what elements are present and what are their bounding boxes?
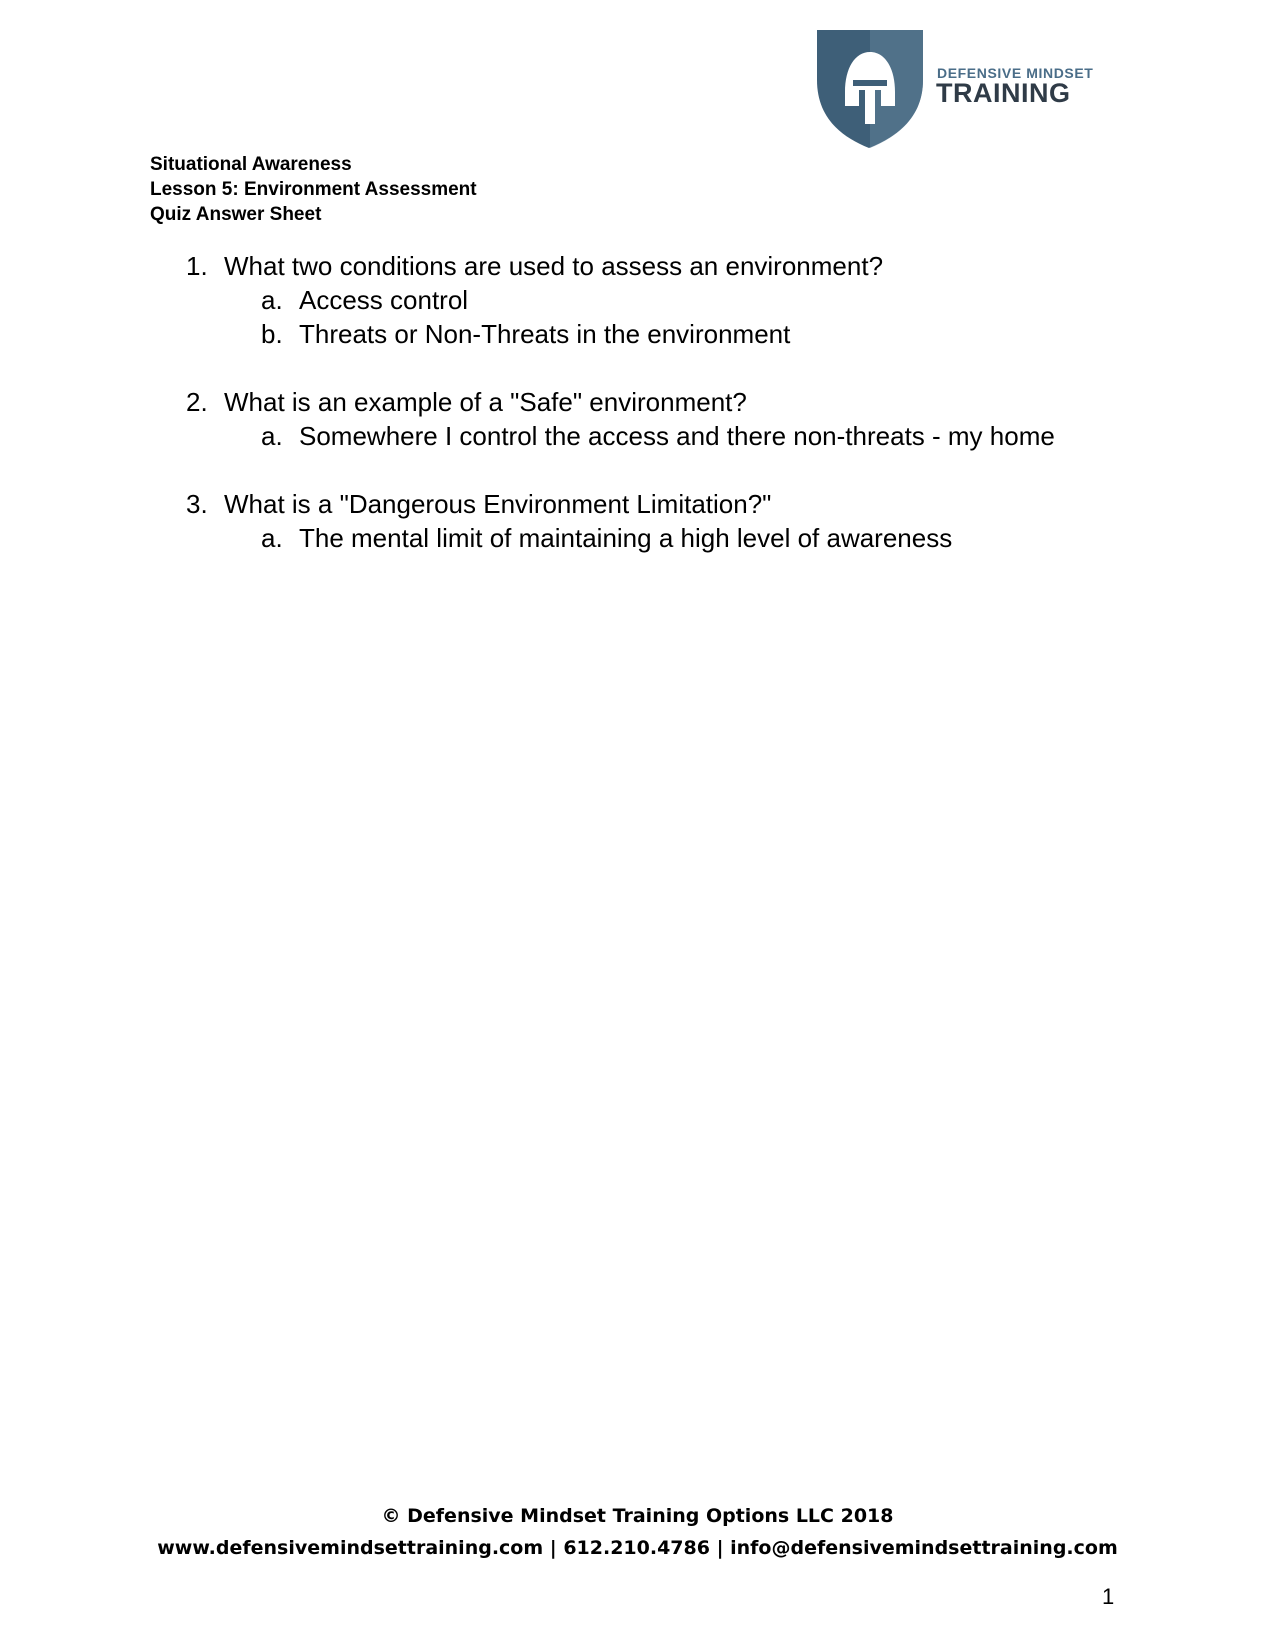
lesson-title: Lesson 5: Environment Assessment [150, 179, 477, 200]
question-text: What two conditions are used to assess an environment? [224, 251, 884, 281]
answer-item [261, 521, 1246, 555]
document-header [150, 152, 477, 227]
answer-text: Somewhere I control the access and there non-threats - my home [299, 421, 1055, 451]
question-number: 3. [186, 489, 208, 519]
question-text: What is an example of a "Safe" environment? [224, 387, 747, 417]
question-number: 2. [186, 387, 208, 417]
question-number: 1. [186, 251, 208, 281]
page-number: 1 [1102, 1584, 1115, 1609]
quiz-questions [186, 249, 1246, 589]
question-item [186, 249, 1246, 351]
answer-letter: a. [261, 421, 283, 451]
question-item [186, 487, 1246, 555]
copyright-text: © Defensive Mindset Training Options LLC 2018 [381, 1505, 894, 1527]
page-footer [0, 1500, 1275, 1564]
answer-letter: a. [261, 523, 283, 553]
logo-line1: DEFENSIVE MINDSET [937, 65, 1094, 81]
answer-item [261, 283, 1246, 317]
logo-line2: TRAINING [936, 78, 1071, 108]
sheet-title: Quiz Answer Sheet [150, 204, 322, 225]
course-title: Situational Awareness [150, 154, 352, 175]
answer-item [261, 419, 1246, 453]
answer-letter: a. [261, 285, 283, 315]
answer-text: Access control [299, 285, 469, 315]
question-item [186, 385, 1246, 453]
company-logo [815, 28, 1105, 150]
answer-text: The mental limit of maintaining a high level of awareness [299, 523, 953, 553]
answer-item [261, 317, 1246, 351]
answer-letter: b. [261, 319, 283, 349]
question-text: What is a "Dangerous Environment Limitation?" [224, 489, 772, 519]
answer-text: Threats or Non-Threats in the environment [299, 319, 791, 349]
contact-info: www.defensivemindsettraining.com | 612.210.4786 | info@defensivemindsettraining.com [157, 1537, 1118, 1559]
